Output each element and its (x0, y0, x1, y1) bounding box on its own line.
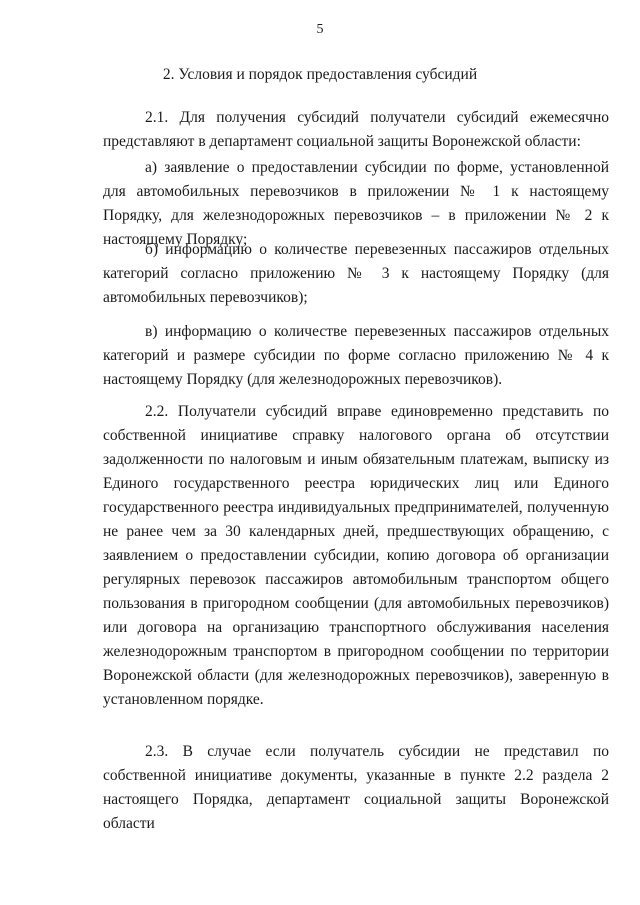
section-title: 2. Условия и порядок предоставления субсидий (162, 66, 478, 83)
paragraph-item-a: а) заявление о предоставлении субсидии по форме, установленной для автомобильных перевозчиков в приложении № 1 к настоящему Порядку, для железнодорожных перевозчиков – в приложении № 2 к настоящему Порядку; (103, 159, 609, 248)
paragraph-2-3: 2.3. В случае если получатель субсидии не представил по собственной инициативе документы, указанные в пункте 2.2 раздела 2 настоящего Порядка, департамент социальной защиты Воронежской области (103, 743, 609, 832)
paragraph-item-b: б) информацию о количестве перевезенных пассажиров отдельных категорий согласно приложению № 3 к настоящему Порядку (для автомобильных перевозчиков); (103, 241, 609, 306)
page-number: 5 (316, 22, 324, 37)
paragraph-item-c: в) информацию о количестве перевезенных пассажиров отдельных категорий и размере субсидии по форме согласно приложению № 4 к настоящему Порядку (для железнодорожных перевозчиков). (103, 323, 609, 388)
paragraph-2-2: 2.2. Получатели субсидий вправе единовременно представить по собственной инициативе справку налогового органа об отсутствии задолженности по налоговым и иным обязательным платежам, выписку из Единого государственного реестра юридических лиц или Единого государственного реестра индивидуальных предпринимателей, полученную не ранее чем за 30 календарных дней, предшествующих обращению, с заявлением о предоставлении субсидии, копию договора об организации регулярных перевозок пассажиров автомобильным транспортом общего пользования в пригородном сообщении (для автомобильных перевозчиков) или договора на организацию транспортного обслуживания населения железнодорожным транспортом в пригородном сообщении по территории Воронежской области (для железнодорожных перевозчиков), заверенную в установленном порядке. (103, 403, 609, 708)
paragraph-2-1: 2.1. Для получения субсидий получатели субсидий ежемесячно представляют в департамент социальной защиты Воронежской области: (103, 109, 609, 150)
